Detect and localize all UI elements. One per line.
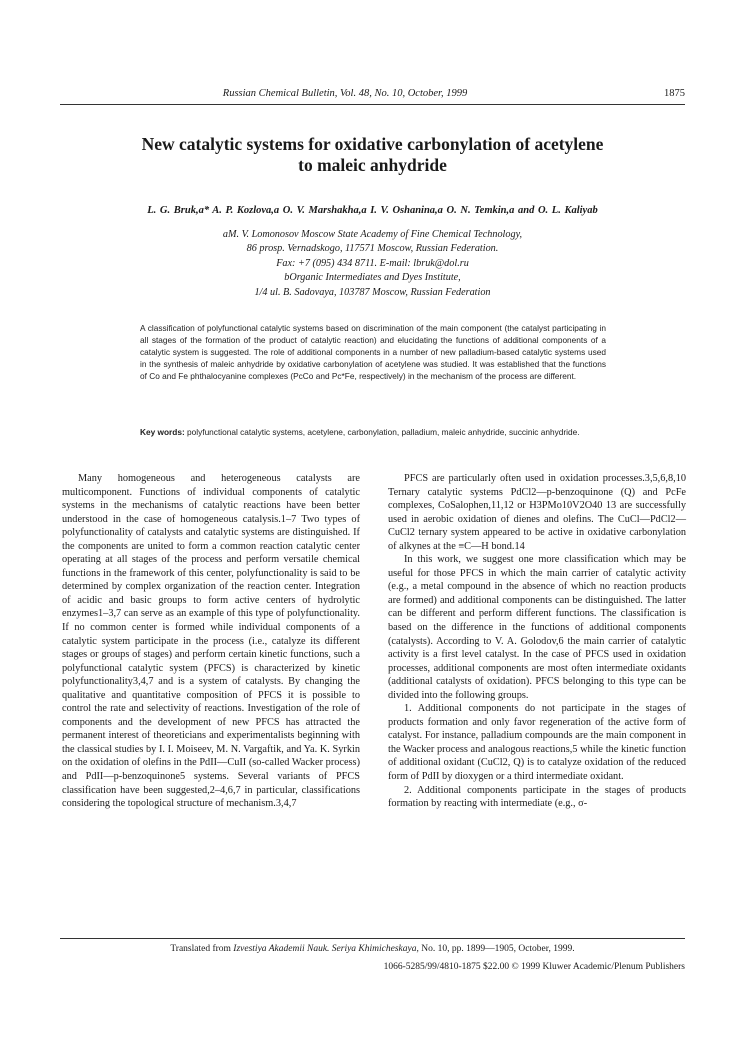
source-journal: Izvestiya Akademii Nauk. Seriya Khimicheskaya, (233, 944, 419, 954)
body-column-right (388, 472, 686, 811)
title-line-1: New catalytic systems for oxidative carbonylation of acetylene (141, 134, 604, 154)
header-rule (60, 104, 685, 105)
affiliation-line: bOrganic Intermediates and Dyes Institute, (284, 272, 461, 284)
copyright-line: 1066-5285/99/4810-1875 $22.00 © 1999 Kluwer Academic/Plenum Publishers (383, 962, 685, 972)
body-paragraph: PFCS are particularly often used in oxidation processes.3,5,6,8,10 Ternary catalytic systems PdCl2—p-benzoquinone (Q) and PcFe complexes, CoSalophen,11,12 or H3PMo10V2O40 13 are successfully used in aerobic oxidation of dienes and olefins. The CuCl—PdCl2—CuCl2 ternary system appeared to be active in oxidative carbonylation of alkynes at the ≡C—H bond.14 (388, 473, 686, 552)
affiliation-line: aM. V. Lomonosov Moscow State Academy of Fine Chemical Technology, (222, 229, 523, 240)
body-column-left (62, 472, 360, 811)
title-line-2: to maleic anhydride (298, 155, 447, 175)
keywords-label: Key words: (140, 427, 185, 437)
author-list: L. G. Bruk,a* A. P. Kozlova,a O. V. Marshakha,a I. V. Oshanina,a O. N. Temkin,a and O. L. Kaliyab (147, 205, 598, 216)
translated-prefix: Translated from (170, 944, 231, 954)
keywords-text: polyfunctional catalytic systems, acetylene, carbonylation, palladium, maleic anhydride, succinic anhydride. (187, 427, 580, 437)
abstract: A classification of polyfunctional catalytic systems based on discrimination of the main component (the catalyst participating in all stages of the formation of the product of catalytic reaction) and elucidating the functions of additional components of a catalytic system is suggested. The role of additional components in a number of new palladium-based catalytic systems used in the synthesis of maleic anhydride by oxidative carbonylation of acetylene was studied. It was established that the functions of Co and Fe phthalocyanine complexes (PcCo and Pc*Fe, respectively) in the mechanism of the process are different. (140, 323, 606, 381)
body-paragraph: 1. Additional components do not participate in the stages of products formation and only favor regeneration of the active form of catalyst. For instance, palladium compounds are the main component in the Wacker process and analogous reactions,5 while the kinetic function of additional oxidant (CuCl2, Q) is to catalyze oxidation of the reduced form of PdII by dioxygen or a third intermediate oxidant. (388, 703, 686, 783)
page-number: 1875 (664, 88, 685, 99)
journal-citation: Russian Chemical Bulletin, Vol. 48, No. 10, October, 1999 (222, 88, 468, 99)
translation-note (60, 944, 685, 954)
article-title (60, 134, 685, 176)
body-paragraph: In this work, we suggest one more classification which may be useful for those PFCS in which the main carrier of catalytic activity (e.g., a metal compound in the absence of which no reaction products are formed) and additional components can be distinguished. The latter can be different and perform different functions. The classification is based on the difference in the functions of additional components (catalysts). According to V. A. Golodov,6 the main carrier of catalytic activity is a first level catalyst. In the case of PFCS used in oxidation processes, additional components are most often intermediate oxidants (additional catalysts of oxidation). PFCS belonging to this type can be divided into the following groups. (388, 554, 686, 701)
affiliation-line: Fax: +7 (095) 434 8711. E-mail: lbruk@dol.ru (276, 257, 469, 269)
affiliations (60, 228, 685, 300)
body-paragraph: 2. Additional components participate in the stages of products formation by reacting with intermediate (e.g., σ- (388, 784, 686, 810)
body-paragraph: Many homogeneous and heterogeneous catalysts are multicomponent. Functions of individual components of catalytic systems in the mechanisms of catalytic reactions have been better understood in the case of homogeneous catalysis.1–7 Two types of polyfunctionality of catalysts and catalytic systems are distinguished. If the components are united to form a common reaction catalytic center operating at all stages of the process and perform versatile chemical functions in the framework of this center, polyfunctionality is said to be determined by complex organization of the reaction center. Integration of acidic and basic groups to form active centers of hydrolytic enzymes1–3,7 can serve as an example of this type of polyfunctionality. If no common center is formed while individual components of a catalytic system participate in the process (i.e., catalyze its different stages or groups of stages) and perform certain kinetic functions, such a polyfunctional catalytic system (PFCS) is characterized by kinetic polyfunctionality3,4,7 and is a system of catalysts. By changing the qualitative and quantitative composition of PFCS it is possible to control the rate and selectivity of reactions. Investigation of the role of components and the development of new PFCS has attracted the permanent interest of theoreticians and experimentalists beginning with the classical studies by I. I. Moiseev, M. N. Vargaftik, and Ya. K. Syrkin on the oxidation of olefins in the PdII—CuII (so-called Wacker process) and PdII—p-benzoquinone5 systems. Several variants of PFCS classification have been suggested,2–4,6,7 in particular, classifications considering the topological structure of mechanism.3,4,7 (62, 473, 360, 810)
keywords (140, 427, 606, 439)
affiliation-line: 1/4 ul. B. Sadovaya, 103787 Moscow, Russian Federation (254, 286, 491, 298)
source-details: No. 10, pp. 1899—1905, October, 1999. (421, 944, 575, 954)
affiliation-line: 86 prosp. Vernadskogo, 117571 Moscow, Russian Federation. (246, 243, 499, 255)
footer-rule (60, 938, 685, 939)
